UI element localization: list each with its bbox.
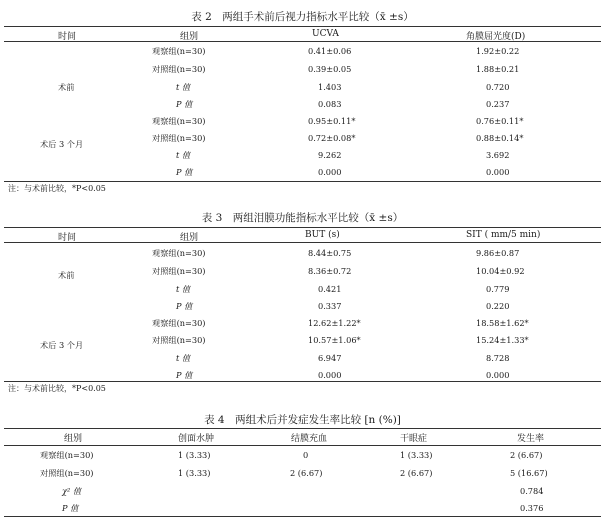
table3-row-label: 观察组(n=30) xyxy=(152,248,206,258)
table3-row-sit: 15.24±1.33* xyxy=(476,335,529,345)
table4-header-edema: 创面水肿 xyxy=(178,434,215,444)
table2-row-ucva: 0.95±0.11* xyxy=(308,116,356,126)
table2-header-diopter: 角膜屈光度(D) xyxy=(466,32,526,42)
table3-header-group: 组别 xyxy=(180,233,199,243)
table3-row-label: 对照组(n=30) xyxy=(152,335,206,345)
table2-header-time: 时间 xyxy=(58,32,77,42)
table3-caption: 表 3 两组泪膜功能指标水平比较（x̄ ±s） xyxy=(201,212,404,224)
table2-row-label: P 值 xyxy=(176,167,193,177)
table4-header-congestion: 结膜充血 xyxy=(291,434,328,444)
table2-top-rule xyxy=(4,26,601,27)
table2-row-diopter: 0.237 xyxy=(486,99,510,109)
table4-row-label: χ² 值 xyxy=(62,486,82,496)
table2-row-ucva: 0.39±0.05 xyxy=(308,64,352,74)
table4-row-edema: 1 (3.33) xyxy=(178,450,211,460)
table3-row-but: 8.44±0.75 xyxy=(308,248,352,258)
table3-header-sit: SIT ( mm/5 min) xyxy=(466,230,541,240)
table2-header-ucva: UCVA xyxy=(312,29,339,39)
table4-row-congestion: 2 (6.67) xyxy=(290,468,323,478)
table4-top-rule xyxy=(4,428,601,429)
table2-row-ucva: 0.72±0.08* xyxy=(308,133,356,143)
table2-row-label: 对照组(n=30) xyxy=(152,133,206,143)
table2-row-diopter: 0.76±0.11* xyxy=(476,116,524,126)
table3-row-sit: 18.58±1.62* xyxy=(476,318,529,328)
table3-row-but: 10.57±1.06* xyxy=(308,335,361,345)
table3-row-sit: 8.728 xyxy=(486,353,510,363)
table3-note: 注：与术前比较，*P<0.05 xyxy=(8,384,106,393)
table3-row-but: 0.000 xyxy=(318,370,342,380)
table2-row-ucva: 1.403 xyxy=(318,82,342,92)
table4-row-rate: 5 (16.67) xyxy=(510,468,548,478)
table3-row-but: 0.421 xyxy=(318,284,342,294)
table3-row-sit: 0.779 xyxy=(486,284,510,294)
table2-row-ucva: 0.000 xyxy=(318,167,342,177)
table4-header-group: 组别 xyxy=(64,434,83,444)
table3-row-label: 观察组(n=30) xyxy=(152,318,206,328)
table3-header-time: 时间 xyxy=(58,233,77,243)
table3-row-sit: 0.000 xyxy=(486,370,510,380)
table4-bottom-rule xyxy=(4,516,601,517)
table2-row-ucva: 9.262 xyxy=(318,150,342,160)
table2-row-diopter: 3.692 xyxy=(486,150,510,160)
table4-row-rate: 0.376 xyxy=(520,503,544,513)
table4-caption: 表 4 两组术后并发症发生率比较 [n (%)] xyxy=(204,414,401,426)
table4-header-dryeye: 干眼症 xyxy=(400,434,428,444)
table3-row-but: 12.62±1.22* xyxy=(308,318,361,328)
table3-time-pre: 术前 xyxy=(58,270,75,280)
table2-header-rule xyxy=(4,41,601,42)
table2-row-ucva: 0.41±0.06 xyxy=(308,46,352,56)
table2-time-post: 术后 3 个月 xyxy=(40,139,84,149)
table3-row-sit: 10.04±0.92 xyxy=(476,266,525,276)
table4-row-dryeye: 2 (6.67) xyxy=(400,468,433,478)
table2-note: 注：与术前比较，*P<0.05 xyxy=(8,184,106,193)
table3-row-but: 6.947 xyxy=(318,353,342,363)
table3-row-sit: 0.220 xyxy=(486,301,510,311)
table3-row-label: P 值 xyxy=(176,301,193,311)
table2-row-diopter: 1.88±0.21 xyxy=(476,64,520,74)
table3-row-label: P 值 xyxy=(176,370,193,380)
table2-row-ucva: 0.083 xyxy=(318,99,342,109)
table3-row-label: 对照组(n=30) xyxy=(152,266,206,276)
table4-row-congestion: 0 xyxy=(303,450,309,460)
table2-row-diopter: 0.88±0.14* xyxy=(476,133,524,143)
table4-header-rule xyxy=(4,445,601,446)
table2-row-diopter: 0.000 xyxy=(486,167,510,177)
table4-header-rate: 发生率 xyxy=(517,434,545,444)
table3-row-label: t 值 xyxy=(176,353,191,363)
table2-header-group: 组别 xyxy=(180,32,199,42)
table4-row-label: 对照组(n=30) xyxy=(40,468,94,478)
table2-row-label: P 值 xyxy=(176,99,193,109)
table3-row-sit: 9.86±0.87 xyxy=(476,248,520,258)
table4-row-edema: 1 (3.33) xyxy=(178,468,211,478)
table4-row-dryeye: 1 (3.33) xyxy=(400,450,433,460)
table4-row-label: 观察组(n=30) xyxy=(40,450,94,460)
table2-row-label: t 值 xyxy=(176,150,191,160)
table3-row-but: 0.337 xyxy=(318,301,342,311)
table2-row-label: 观察组(n=30) xyxy=(152,46,206,56)
table4-row-rate: 2 (6.67) xyxy=(510,450,543,460)
table2-time-pre: 术前 xyxy=(58,82,75,92)
table3-header-but: BUT (s) xyxy=(305,230,340,240)
table3-row-but: 8.36±0.72 xyxy=(308,266,352,276)
table3-top-rule xyxy=(4,227,601,228)
table2-row-diopter: 1.92±0.22 xyxy=(476,46,520,56)
table3-row-label: t 值 xyxy=(176,284,191,294)
table2-row-label: t 值 xyxy=(176,82,191,92)
table2-row-diopter: 0.720 xyxy=(486,82,510,92)
table4-row-rate: 0.784 xyxy=(520,486,544,496)
table4-row-label: P 值 xyxy=(62,503,79,513)
table2-row-label: 对照组(n=30) xyxy=(152,64,206,74)
table3-time-post: 术后 3 个月 xyxy=(40,340,84,350)
table3-header-rule xyxy=(4,242,601,243)
table2-caption: 表 2 两组手术前后视力指标水平比较（x̄ ±s） xyxy=(191,11,414,23)
table2-row-label: 观察组(n=30) xyxy=(152,116,206,126)
